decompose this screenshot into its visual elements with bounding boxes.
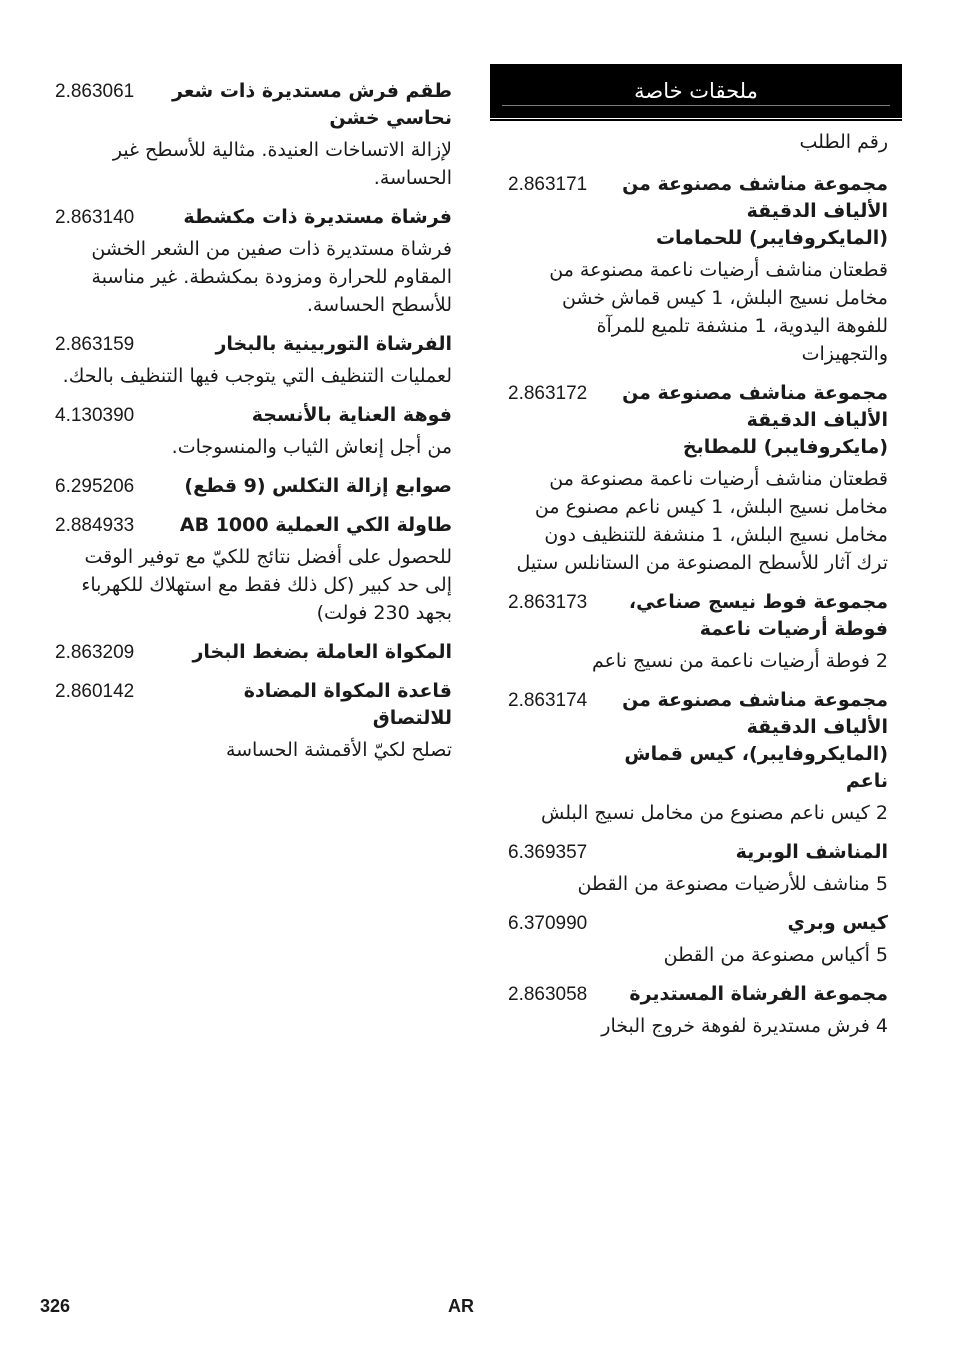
entry-description: فرشاة مستديرة ذات صفين من الشعر الخشن المقاوم للحرارة ومزودة بمكشطة. غير مناسبة للأسطح الحساسة. bbox=[91, 238, 452, 316]
accessory-entry bbox=[55, 512, 452, 627]
entry-title: المكواة العاملة بضغط البخار bbox=[192, 641, 452, 663]
accessory-entry bbox=[55, 473, 452, 500]
page-number: 326 bbox=[40, 1296, 71, 1316]
section-header bbox=[490, 64, 902, 118]
accessory-entry bbox=[55, 78, 452, 192]
entry-title: المناشف الوبرية bbox=[735, 841, 888, 863]
entry-title: صوابع إزالة التكلس (9 قطع) bbox=[184, 475, 452, 497]
entry-title: مجموعة الفرشاة المستديرة bbox=[629, 983, 888, 1005]
order-number: 2.863171 bbox=[508, 174, 588, 195]
accessory-entry bbox=[490, 910, 902, 969]
entry-description: 2 فوطة أرضيات ناعمة من نسيج ناعم bbox=[591, 650, 888, 672]
entry-description: قطعتان مناشف أرضيات ناعمة مصنوعة من مخامل نسيج البلش، 1 كيس قماش خشن للفوهة اليدوية، 1 منشفة تلميع للمرآة والتجهيزات bbox=[549, 259, 888, 365]
entry-title: مجموعة فوط نيسج صناعي، فوطة أرضيات ناعمة bbox=[628, 591, 888, 640]
order-number: 4.130390 bbox=[55, 405, 135, 426]
entry-head bbox=[55, 331, 452, 358]
accessory-entry bbox=[490, 981, 902, 1040]
entry-title: طقم فرش مستديرة ذات شعر نحاسي خشن bbox=[172, 80, 452, 129]
entry-description: تصلح لكيّ الأقمشة الحساسة bbox=[225, 739, 452, 761]
entry-description: لإزالة الاتساخات العنيدة. مثالية للأسطح غير الحساسة. bbox=[112, 139, 452, 189]
entry-description: 4 فرش مستديرة لفوهة خروج البخار bbox=[601, 1015, 888, 1037]
entry-description: 2 كيس ناعم مصنوع من مخامل نسيج البلش bbox=[541, 802, 888, 824]
entry-title: كيس وبري bbox=[787, 912, 888, 934]
entry-head bbox=[55, 473, 452, 500]
accessory-entry bbox=[490, 687, 902, 827]
right-entry-list bbox=[490, 171, 902, 1040]
order-number: 2.863061 bbox=[55, 81, 135, 102]
entry-title: مجموعة مناشف مصنوعة من الألياف الدقيقة (مايكروفايبر) للمطابخ bbox=[622, 382, 888, 458]
accessory-entry bbox=[55, 639, 452, 666]
entry-title: فرشاة مستديرة ذات مكشطة bbox=[183, 206, 452, 228]
entry-head bbox=[55, 678, 452, 732]
order-number: 6.295206 bbox=[55, 476, 135, 497]
header-rule bbox=[502, 105, 890, 106]
entry-title: قاعدة المكواة المضادة للالتصاق bbox=[243, 680, 452, 729]
entry-head bbox=[508, 380, 888, 461]
order-number: 6.369357 bbox=[508, 842, 588, 863]
entry-description: قطعتان مناشف أرضيات ناعمة مصنوعة من مخامل نسيج البلش، 1 كيس ناعم مصنوع من مخامل نسيج البلش، 1 منشفة للتنظيف دون ترك آثار للأسطح المصنوعة من الستانلس ستيل bbox=[516, 468, 888, 574]
accessory-entry bbox=[490, 380, 902, 577]
entry-head bbox=[508, 687, 888, 795]
entry-title: طاولة الكي العملية AB 1000 bbox=[179, 514, 452, 536]
entry-head bbox=[55, 512, 452, 539]
entry-head bbox=[55, 204, 452, 231]
section-title: ملحقات خاصة bbox=[634, 79, 758, 103]
order-number: 6.370990 bbox=[508, 913, 588, 934]
entry-title: الفرشاة التوربينية بالبخار bbox=[215, 333, 452, 355]
accessory-entry bbox=[55, 204, 452, 319]
accessory-entry bbox=[490, 171, 902, 368]
accessory-entry bbox=[490, 589, 902, 675]
order-number: 2.863209 bbox=[55, 642, 135, 663]
entry-head bbox=[508, 910, 888, 937]
entry-head bbox=[508, 589, 888, 643]
order-number: 2.884933 bbox=[55, 515, 135, 536]
entry-title: مجموعة مناشف مصنوعة من الألياف الدقيقة (المايكروفايبر)، كيس قماش ناعم bbox=[622, 689, 888, 792]
entry-head bbox=[508, 981, 888, 1008]
entry-head bbox=[508, 171, 888, 252]
order-number: 2.863159 bbox=[55, 334, 135, 355]
order-number: 2.860142 bbox=[55, 681, 135, 702]
entry-head bbox=[508, 839, 888, 866]
left-entry-list bbox=[55, 78, 452, 764]
left-column bbox=[55, 78, 452, 776]
accessory-entry bbox=[490, 839, 902, 898]
entry-description: لعمليات التنظيف التي يتوجب فيها التنظيف بالحك. bbox=[62, 365, 452, 387]
entry-description: للحصول على أفضل نتائج للكيّ مع توفير الوقت إلى حد كبير (كل ذلك فقط مع استهلاك للكهرباء بجهد 230 فولت) bbox=[81, 546, 452, 624]
entry-head bbox=[55, 402, 452, 429]
entry-head bbox=[55, 639, 452, 666]
accessory-entry bbox=[55, 331, 452, 390]
accessory-entry bbox=[55, 402, 452, 461]
order-number-label: رقم الطلب bbox=[799, 131, 888, 153]
entry-description: 5 أكياس مصنوعة من القطن bbox=[663, 944, 888, 966]
entry-description: من أجل إنعاش الثياب والمنسوجات. bbox=[171, 436, 452, 458]
right-column bbox=[490, 64, 902, 1052]
order-number: 2.863173 bbox=[508, 592, 588, 613]
order-number: 2.863172 bbox=[508, 383, 588, 404]
entry-title: مجموعة مناشف مصنوعة من الألياف الدقيقة (المايكروفايبر) للحمامات bbox=[622, 173, 888, 249]
order-number: 2.863140 bbox=[55, 207, 135, 228]
order-number: 2.863174 bbox=[508, 690, 588, 711]
order-number: 2.863058 bbox=[508, 984, 588, 1005]
entry-head bbox=[55, 78, 452, 132]
accessory-entry bbox=[55, 678, 452, 764]
language-code: AR bbox=[448, 1296, 474, 1316]
entry-title: فوهة العناية بالأنسجة bbox=[251, 404, 452, 426]
entry-description: 5 مناشف للأرضيات مصنوعة من القطن bbox=[577, 873, 888, 895]
